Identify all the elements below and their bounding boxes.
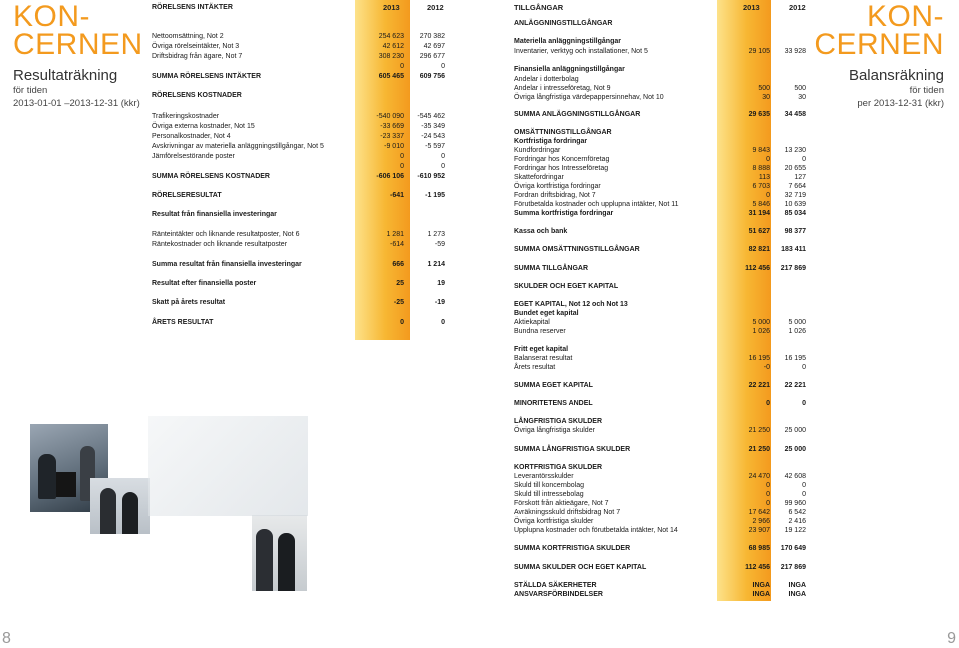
left-row-value-2013: -641 <box>389 192 404 199</box>
right-row-value-2012: 34 458 <box>784 111 806 118</box>
left-row-label: Nettoomsättning, Not 2 <box>152 33 224 40</box>
right-row-value-2013: 5 846 <box>752 201 770 208</box>
right-row-value-2013: 51 627 <box>748 228 770 235</box>
left-row-label: Ränteintäkter och liknande resultatposter, Not 6 <box>152 231 300 238</box>
right-row-label: Kassa och bank <box>514 228 568 235</box>
right-row-value-2012: INGA <box>788 591 806 598</box>
left-page-number: 8 <box>2 630 11 647</box>
left-row-value-2012: -5 597 <box>425 143 445 150</box>
right-row-value-2013: 21 250 <box>748 446 770 453</box>
right-row-value-2012: 183 411 <box>781 246 806 253</box>
right-row-value-2013: 8 888 <box>752 165 770 172</box>
right-row-value-2012: 16 195 <box>784 355 806 362</box>
right-row-label: Fordringar hos Koncernföretag <box>514 156 610 163</box>
right-row-value-2013: INGA <box>752 582 770 589</box>
left-row-label: Summa resultat från finansiella investeringar <box>152 261 302 268</box>
right-row-value-2013: 30 <box>762 94 770 101</box>
right-row-label: SKULDER OCH EGET KAPITAL <box>514 283 619 290</box>
right-row-label: Förutbetalda kostnader och upplupna intäkter, Not 11 <box>514 201 679 208</box>
right-row-label: Finansiella anläggningstillgångar <box>514 66 625 73</box>
right-row-value-2013: 0 <box>766 400 770 407</box>
right-row-value-2012: 1 026 <box>788 328 806 335</box>
right-row-label: Förskott från aktieägare, Not 7 <box>514 500 609 507</box>
right-row-value-2012: 20 655 <box>784 165 806 172</box>
right-row-label: SUMMA TILLGÅNGAR <box>514 265 589 272</box>
right-row-label: Årets resultat <box>514 364 556 371</box>
right-row-label: KORTFRISTIGA SKULDER <box>514 464 603 471</box>
right-row-value-2013: 16 195 <box>748 355 770 362</box>
right-row-value-2013: 82 821 <box>748 246 770 253</box>
right-row-value-2012: 5 000 <box>788 319 806 326</box>
right-row-value-2012: 217 869 <box>780 265 806 272</box>
right-row-label: Andelar i intresseföretag, Not 9 <box>514 85 611 92</box>
right-row-label: Andelar i dotterbolag <box>514 76 579 83</box>
right-row-value-2012: 217 869 <box>780 564 806 571</box>
left-row-value-2013: 1 281 <box>386 231 404 238</box>
left-heading: Resultaträkning <box>13 67 118 84</box>
left-row-value-2013: -9 010 <box>384 143 404 150</box>
left-row-value-2012: 1 273 <box>427 231 445 238</box>
right-row-value-2012: 2 416 <box>788 518 806 525</box>
right-row-label: Upplupna kostnader och förutbetalda intäkter, Not 14 <box>514 527 678 534</box>
right-row-value-2012: 0 <box>802 491 806 498</box>
left-row-value-2012: 296 677 <box>419 53 445 60</box>
right-row-value-2013: 0 <box>766 491 770 498</box>
right-row-value-2013: 0 <box>766 156 770 163</box>
right-row-value-2013: 31 194 <box>748 210 770 217</box>
left-row-label: RÖRELSENS KOSTNADER <box>152 92 242 99</box>
right-row-value-2013: 112 456 <box>745 265 770 272</box>
left-row-value-2012: -59 <box>434 241 445 248</box>
left-row-value-2012: 0 <box>441 163 445 170</box>
right-row-label: SUMMA SKULDER OCH EGET KAPITAL <box>514 564 647 571</box>
right-row-label: Leverantörsskulder <box>514 473 574 480</box>
left-row-value-2013: -614 <box>389 241 404 248</box>
right-row-value-2013: 113 <box>758 174 770 181</box>
left-row-label: Resultat efter finansiella poster <box>152 280 257 287</box>
left-row-value-2013: 42 612 <box>382 43 404 50</box>
right-row-value-2013: 22 221 <box>748 382 770 389</box>
right-row-label: Kortfristiga fordringar <box>514 138 588 145</box>
right-row-value-2012: 22 221 <box>784 382 806 389</box>
right-row-label: SUMMA ANLÄGGNINGSTILLGÅNGAR <box>514 111 641 118</box>
left-row-label: RÖRELSERESULTAT <box>152 192 222 199</box>
right-row-value-2012: 500 <box>794 85 806 92</box>
right-row-label: MINORITETENS ANDEL <box>514 400 593 407</box>
right-heading: Balansräkning <box>848 67 944 84</box>
right-page-number: 9 <box>947 630 956 647</box>
left-row-label: Driftsbidrag från ägare, Not 7 <box>152 53 243 60</box>
right-row-value-2012: 0 <box>802 400 806 407</box>
right-row-value-2012: 127 <box>794 174 806 181</box>
right-row-value-2012: 33 928 <box>784 48 806 55</box>
right-row-value-2013: 17 642 <box>748 509 770 516</box>
right-row-label: SUMMA OMSÄTTNINGSTILLGÅNGAR <box>514 246 640 253</box>
right-row-label: Skuld till koncernbolag <box>514 482 585 489</box>
right-row-value-2012: 25 000 <box>784 427 806 434</box>
left-row-label: SUMMA RÖRELSENS INTÄKTER <box>152 73 262 80</box>
left-row-label: Avskrivningar av materiella anläggningstillgångar, Not 5 <box>152 143 324 150</box>
left-row-value-2012: 1 214 <box>427 261 445 268</box>
left-row-value-2012: 19 <box>437 280 445 287</box>
right-row-label: Bundna reserver <box>514 328 566 335</box>
left-row-value-2013: 0 <box>400 153 404 160</box>
left-col-2012: 2012 <box>427 3 444 12</box>
right-col-2013: 2013 <box>743 3 760 12</box>
right-subheading: för tiden <box>909 85 944 96</box>
left-row-value-2012: -35 349 <box>421 123 445 130</box>
left-row-value-2012: 42 697 <box>423 43 445 50</box>
right-row-label: Övriga långfristiga värdepappersinnehav, Not 10 <box>514 94 664 101</box>
right-row-value-2013: 21 250 <box>748 427 770 434</box>
right-row-label: Bundet eget kapital <box>514 310 579 317</box>
right-row-value-2012: 6 542 <box>788 509 806 516</box>
left-row-label: ÅRETS RESULTAT <box>152 319 214 326</box>
left-row-value-2013: 0 <box>400 63 404 70</box>
left-row-label: Räntekostnader och liknande resultatposter <box>152 241 288 248</box>
right-row-label: Avräkningsskuld driftsbidrag Not 7 <box>514 509 621 516</box>
right-row-label: STÄLLDA SÄKERHETER <box>514 582 597 589</box>
left-row-value-2013: 666 <box>392 261 404 268</box>
right-row-value-2013: 29 635 <box>748 111 770 118</box>
right-row-value-2013: 0 <box>766 192 770 199</box>
left-row-value-2013: 254 623 <box>378 33 404 40</box>
right-row-value-2012: 0 <box>802 364 806 371</box>
right-row-value-2013: 23 907 <box>748 527 770 534</box>
left-row-value-2012: 0 <box>441 319 445 326</box>
left-row-label: SUMMA RÖRELSENS KOSTNADER <box>152 173 270 180</box>
right-row-value-2013: 9 843 <box>752 147 770 154</box>
left-row-value-2012: -1 195 <box>425 192 445 199</box>
left-row-value-2012: -19 <box>434 299 445 306</box>
right-row-value-2013: 112 456 <box>745 564 770 571</box>
left-row-label: Övriga rörelseintäkter, Not 3 <box>152 43 240 50</box>
right-row-label: Aktiekapital <box>514 319 550 326</box>
left-row-value-2012: -24 543 <box>421 133 445 140</box>
right-row-label: ANLÄGGNINGSTILLGÅNGAR <box>514 20 613 27</box>
photo-station-scene <box>148 416 308 516</box>
right-row-value-2013: 24 470 <box>748 473 770 480</box>
right-row-value-2013: INGA <box>752 591 770 598</box>
left-row-label: Personalkostnader, Not 4 <box>152 133 231 140</box>
left-row-value-2013: 0 <box>400 319 404 326</box>
right-row-label: OMSÄTTNINGSTILLGÅNGAR <box>514 129 612 136</box>
right-row-value-2012: 19 122 <box>784 527 806 534</box>
left-row-value-2013: 25 <box>396 280 404 287</box>
photo-staff-train <box>252 515 307 591</box>
left-row-value-2012: -545 462 <box>417 113 445 120</box>
right-row-value-2012: 30 <box>798 94 806 101</box>
left-row-label: Skatt på årets resultat <box>152 299 226 306</box>
right-row-value-2013: 68 985 <box>748 545 770 552</box>
left-row-value-2013: -25 <box>393 299 404 306</box>
left-row-value-2013: -540 090 <box>376 113 404 120</box>
right-row-value-2013: 6 703 <box>752 183 770 190</box>
left-row-value-2013: 0 <box>400 163 404 170</box>
right-row-label: Fordringar hos Intresseföretag <box>514 165 609 172</box>
right-row-value-2012: 10 639 <box>784 201 806 208</box>
photo-men-platform <box>90 478 150 534</box>
left-row-value-2013: -33 669 <box>380 123 404 130</box>
right-col-2012: 2012 <box>789 3 806 12</box>
left-row-value-2012: 0 <box>441 63 445 70</box>
left-row-value-2013: -606 106 <box>376 173 404 180</box>
right-row-label: Summa kortfristiga fordringar <box>514 210 614 217</box>
left-row-value-2013: -23 337 <box>380 133 404 140</box>
right-row-value-2012: 32 719 <box>784 192 806 199</box>
right-row-label: Skattefordringar <box>514 174 564 181</box>
right-row-value-2012: 0 <box>802 482 806 489</box>
left-row-value-2012: -610 952 <box>417 173 445 180</box>
right-row-value-2013: 1 026 <box>752 328 770 335</box>
right-row-label: Fordran driftsbidrag, Not 7 <box>514 192 596 199</box>
right-row-value-2013: 5 000 <box>752 319 770 326</box>
right-row-label: Balanserat resultat <box>514 355 573 362</box>
left-row-label: Resultat från finansiella investeringar <box>152 211 277 218</box>
right-row-value-2012: 170 649 <box>780 545 806 552</box>
left-row-value-2012: 609 756 <box>419 73 445 80</box>
left-row-value-2013: 605 465 <box>378 73 404 80</box>
right-row-label: Inventarier, verktyg och installationer, Not 5 <box>514 48 648 55</box>
right-row-value-2013: 0 <box>766 482 770 489</box>
right-row-label: Fritt eget kapital <box>514 346 569 353</box>
right-row-value-2012: 25 000 <box>784 446 806 453</box>
right-row-value-2013: 0 <box>766 500 770 507</box>
right-heading-assets: TILLGÅNGAR <box>514 3 564 12</box>
left-col-2013: 2013 <box>383 3 400 12</box>
right-row-label: LÅNGFRISTIGA SKULDER <box>514 418 603 425</box>
right-row-label: SUMMA EGET KAPITAL <box>514 382 593 389</box>
right-row-label: Skuld till intressebolag <box>514 491 584 498</box>
right-title-line1: KON- <box>867 0 944 33</box>
right-row-label: ANSVARSFÖRBINDELSER <box>514 591 603 598</box>
right-row-label: Materiella anläggningstillgångar <box>514 38 621 45</box>
left-row-label: RÖRELSENS INTÄKTER <box>152 4 233 11</box>
left-title-line2: CERNEN <box>13 28 143 61</box>
left-row-value-2012: 270 382 <box>419 33 445 40</box>
left-row-label: Övriga externa kostnader, Not 15 <box>152 123 255 130</box>
left-row-value-2013: 308 230 <box>378 53 404 60</box>
left-subheading: för tiden <box>13 85 48 96</box>
right-row-label: Övriga kortfristiga fordringar <box>514 183 601 190</box>
right-row-value-2012: 99 960 <box>784 500 806 507</box>
left-row-label: Jämförelsestörande poster <box>152 153 235 160</box>
left-period: 2013-01-01 –2013-12-31 (kkr) <box>13 98 140 109</box>
right-row-label: SUMMA LÅNGFRISTIGA SKULDER <box>514 446 631 453</box>
right-title-line2: CERNEN <box>814 28 944 61</box>
right-period: per 2013-12-31 (kkr) <box>857 98 944 109</box>
right-row-label: Övriga långfristiga skulder <box>514 427 595 434</box>
right-row-value-2012: 7 664 <box>788 183 806 190</box>
right-row-value-2013: 500 <box>758 85 770 92</box>
right-row-label: SUMMA KORTFRISTIGA SKULDER <box>514 545 631 552</box>
right-row-value-2012: 85 034 <box>784 210 806 217</box>
right-row-value-2012: 42 608 <box>784 473 806 480</box>
right-row-label: EGET KAPITAL, Not 12 och Not 13 <box>514 301 628 308</box>
right-row-value-2012: 13 230 <box>784 147 806 154</box>
right-row-value-2012: 98 377 <box>784 228 806 235</box>
right-row-label: Kundfordringar <box>514 147 561 154</box>
right-row-value-2013: 29 105 <box>748 48 770 55</box>
right-row-value-2012: 0 <box>802 156 806 163</box>
right-row-value-2012: INGA <box>788 582 806 589</box>
left-row-value-2012: 0 <box>441 153 445 160</box>
right-row-label: Övriga kortfristiga skulder <box>514 518 594 525</box>
right-row-value-2013: -0 <box>763 364 770 371</box>
right-row-value-2013: 2 966 <box>752 518 770 525</box>
left-title-line1: KON- <box>13 0 90 33</box>
left-row-label: Trafikeringskostnader <box>152 113 220 120</box>
